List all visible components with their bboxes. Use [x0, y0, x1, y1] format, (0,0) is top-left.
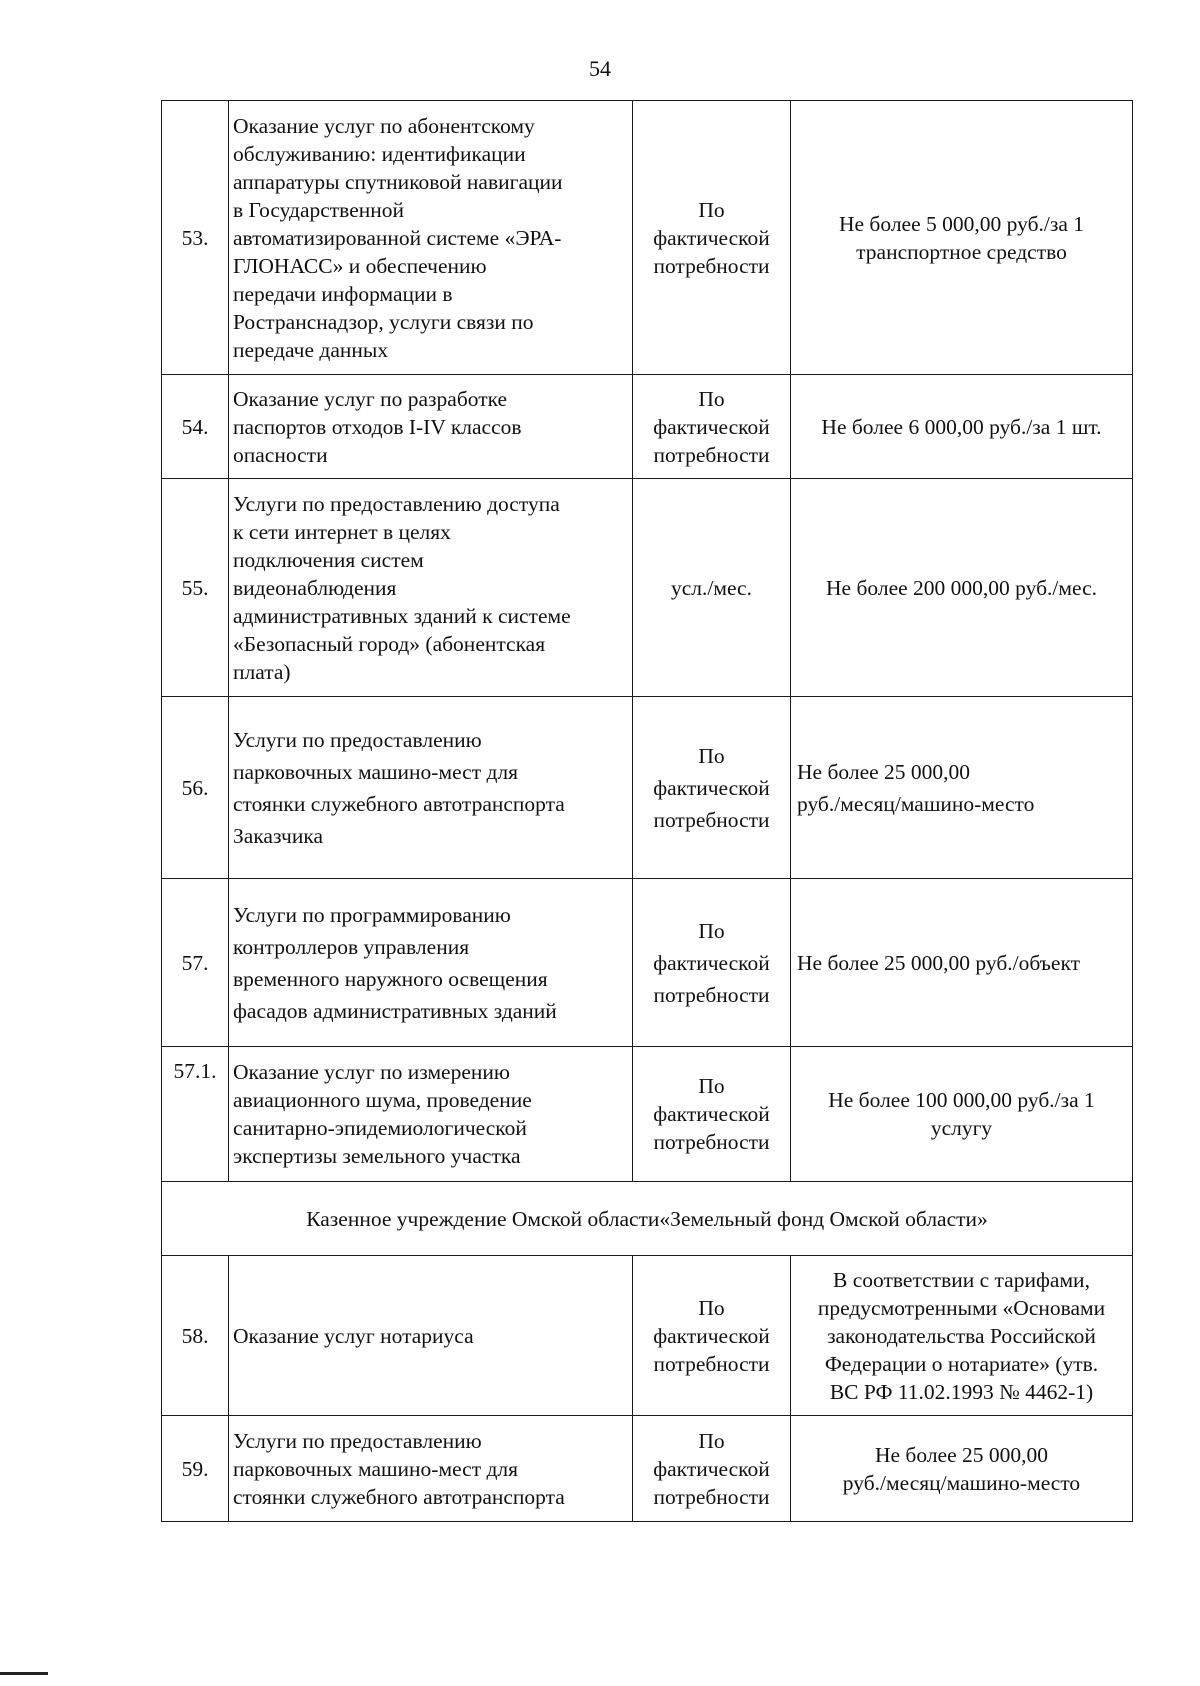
service-name-line: плата)	[233, 659, 291, 684]
quantity-line: По	[698, 1074, 725, 1098]
service-name-line: опасности	[233, 442, 328, 467]
row-number: 55.	[162, 479, 229, 697]
price-cell	[791, 375, 1133, 479]
price-line: транспортное средство	[856, 239, 1067, 264]
service-name	[229, 101, 633, 375]
quantity-line: фактической	[653, 225, 770, 250]
service-name-line: ГЛОНАСС» и обеспечению	[233, 253, 487, 278]
service-name-line: временного наружного освещения	[233, 966, 548, 991]
service-name-line: Услуги по программированию	[233, 902, 511, 927]
service-name-line: подключения систем	[233, 547, 424, 572]
quantity-cell	[633, 1416, 791, 1522]
quantity-line: усл./мес.	[671, 575, 752, 600]
price-cell	[791, 1047, 1133, 1182]
service-name-line: авиационного шума, проведение	[233, 1088, 532, 1112]
service-name-line: Услуги по предоставлению	[233, 727, 482, 752]
table-row-57-1	[162, 1047, 1133, 1182]
price-line: Не более 25 000,00	[797, 759, 971, 784]
page-number: 54	[589, 56, 611, 81]
service-name-line: видеонаблюдения	[233, 575, 397, 600]
service-name-line: контроллеров управления	[233, 934, 470, 959]
service-name-line: аппаратуры спутниковой навигации	[233, 169, 563, 194]
service-name-line: стоянки служебного автотранспорта	[233, 791, 565, 816]
price-line: Не более 25 000,00 руб./объект	[797, 950, 1081, 975]
service-name-line: Оказание услуг по абонентскому	[233, 113, 535, 138]
services-table	[161, 100, 1133, 1522]
service-name-line: «Безопасный город» (абонентская	[233, 631, 546, 656]
quantity-line: фактической	[653, 1323, 770, 1348]
quantity-cell	[633, 479, 791, 697]
quantity-cell	[633, 1047, 791, 1182]
table-row-58	[162, 1256, 1133, 1416]
row-number: 53.	[162, 101, 229, 375]
service-name-line: автоматизированной системе «ЭРА-	[233, 225, 562, 250]
quantity-line: фактической	[653, 950, 770, 975]
quantity-line: потребности	[653, 1484, 770, 1509]
service-name-line: Услуги по предоставлению доступа	[233, 491, 560, 516]
quantity-line: По	[698, 918, 725, 943]
service-name-line: Услуги по предоставлению	[233, 1428, 482, 1453]
row-number: 58.	[162, 1256, 229, 1416]
price-line: услугу	[930, 1116, 993, 1140]
service-name	[229, 375, 633, 479]
quantity-line: потребности	[653, 807, 770, 832]
service-name	[229, 879, 633, 1047]
quantity-line: По	[698, 743, 725, 768]
row-number: 59.	[162, 1416, 229, 1522]
table-row-57	[162, 879, 1133, 1047]
service-name-line: Оказание услуг по измерению	[233, 1060, 510, 1084]
service-name-line: Оказание услуг нотариуса	[233, 1323, 474, 1348]
price-line: Федерации о нотариате» (утв.	[824, 1351, 1099, 1376]
quantity-line: фактической	[653, 1456, 770, 1481]
service-name-line: экспертизы земельного участка	[233, 1144, 521, 1168]
service-name-line: административных зданий к системе	[233, 603, 571, 628]
quantity-line: фактической	[653, 1102, 770, 1126]
table-row-59	[162, 1416, 1133, 1522]
section-heading-row	[162, 1182, 1133, 1256]
price-line: законодательства Российской	[827, 1323, 1096, 1348]
price-line: ВС РФ 11.02.1993 № 4462-1)	[829, 1379, 1094, 1404]
service-name-line: санитарно-эпидемиологической	[233, 1116, 527, 1140]
row-number: 57.1.	[162, 1047, 229, 1182]
service-name-line: передаче данных	[233, 337, 389, 362]
quantity-line: По	[698, 197, 725, 222]
service-name-line: Ространснадзор, услуги связи по	[233, 309, 534, 334]
price-line: руб./месяц/машино-место	[797, 791, 1035, 816]
service-name-line: в Государственной	[233, 197, 405, 222]
quantity-line: фактической	[653, 414, 770, 439]
service-name-line: фасадов административных зданий	[233, 998, 557, 1023]
price-cell	[791, 697, 1133, 879]
table-row-53	[162, 101, 1133, 375]
quantity-line: потребности	[653, 1351, 770, 1376]
price-cell	[791, 101, 1133, 375]
quantity-line: потребности	[653, 1130, 770, 1154]
service-name-line: обслуживанию: идентификации	[233, 141, 526, 166]
quantity-line: По	[698, 386, 725, 411]
service-name	[229, 1256, 633, 1416]
service-name	[229, 697, 633, 879]
quantity-cell	[633, 697, 791, 879]
price-line: руб./месяц/машино-место	[842, 1470, 1081, 1495]
service-name	[229, 1047, 633, 1182]
quantity-cell	[633, 375, 791, 479]
price-line: Не более 100 000,00 руб./за 1	[828, 1088, 1095, 1112]
price-line: Не более 200 000,00 руб./мес.	[826, 575, 1097, 600]
service-name-line: стоянки служебного автотранспорта	[233, 1484, 565, 1509]
scan-artifact	[0, 1672, 48, 1675]
table-row-56	[162, 697, 1133, 879]
service-name	[229, 479, 633, 697]
row-number: 56.	[162, 697, 229, 879]
section-heading: Казенное учреждение Омской области«Земельный фонд Омской области»	[162, 1182, 1133, 1256]
quantity-cell	[633, 879, 791, 1047]
service-name-line: парковочных машино-мест для	[233, 759, 519, 784]
row-number: 57.	[162, 879, 229, 1047]
price-line: Не более 6 000,00 руб./за 1 шт.	[821, 414, 1102, 439]
service-name-line: к сети интернет в целях	[233, 519, 451, 544]
service-name-line: передачи информации в	[233, 281, 453, 306]
price-cell	[791, 1416, 1133, 1522]
quantity-cell	[633, 1256, 791, 1416]
price-line: предусмотренными «Основами	[817, 1295, 1106, 1320]
quantity-line: По	[698, 1428, 725, 1453]
service-name-line: паспортов отходов I-IV классов	[233, 414, 522, 439]
quantity-line: потребности	[653, 442, 770, 467]
price-line: Не более 25 000,00	[874, 1442, 1049, 1467]
row-number: 54.	[162, 375, 229, 479]
quantity-line: потребности	[653, 982, 770, 1007]
price-cell	[791, 1256, 1133, 1416]
price-cell	[791, 479, 1133, 697]
table-row-55	[162, 479, 1133, 697]
service-name-line: Заказчика	[233, 823, 324, 848]
quantity-line: По	[698, 1295, 725, 1320]
quantity-line: потребности	[653, 253, 770, 278]
service-name	[229, 1416, 633, 1522]
table-row-54	[162, 375, 1133, 479]
service-name-line: Оказание услуг по разработке	[233, 386, 508, 411]
price-cell	[791, 879, 1133, 1047]
price-line: Не более 5 000,00 руб./за 1	[838, 211, 1085, 236]
quantity-cell	[633, 101, 791, 375]
service-name-line: парковочных машино-мест для	[233, 1456, 519, 1481]
quantity-line: фактической	[653, 775, 770, 800]
price-line: В соответствии с тарифами,	[833, 1267, 1090, 1292]
